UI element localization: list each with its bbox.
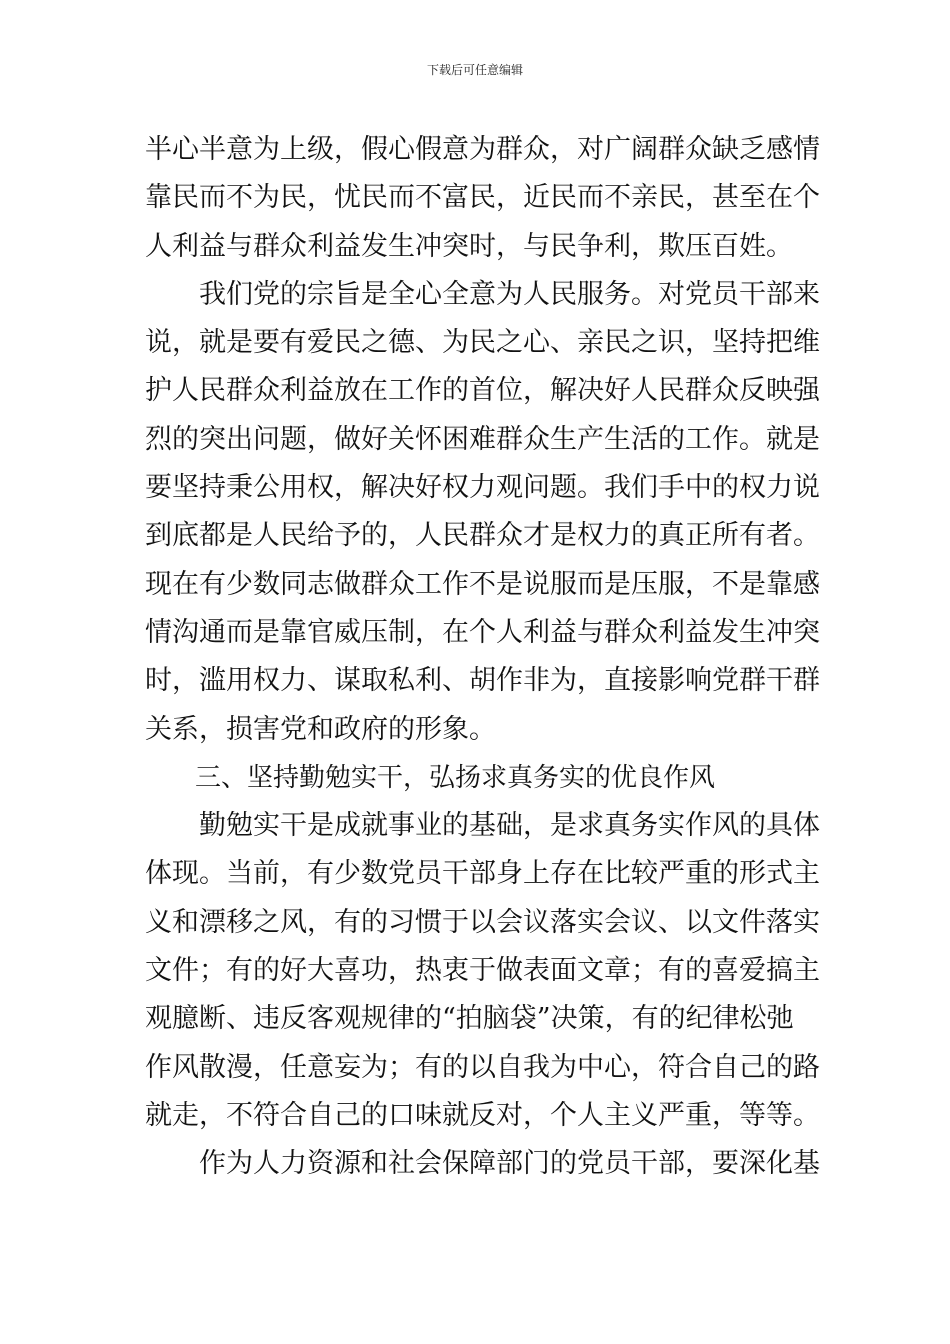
document-body bbox=[145, 126, 820, 1189]
text-line: 人利益与群众利益发生冲突时，与民争利，欺压百姓。 bbox=[145, 230, 793, 262]
text-line: 护人民群众利益放在工作的首位，解决好人民群众反映强 bbox=[145, 375, 820, 407]
text-line: 烈的突出问题，做好关怀困难群众生产生活的工作。就是 bbox=[145, 423, 820, 455]
text-line: 义和漂移之风，有的习惯于以会议落实会议、以文件落实 bbox=[145, 906, 820, 938]
text-line: 要坚持秉公用权，解决好权力观问题。我们手中的权力说 bbox=[145, 472, 820, 504]
text-line: 到底都是人民给予的，人民群众才是权力的真正所有者。 bbox=[145, 520, 820, 552]
text-line: 文件；有的好大喜功，热衷于做表面文章；有的喜爱搞主 bbox=[145, 955, 820, 987]
text-line: 靠民而不为民，忧民而不富民，近民而不亲民，甚至在个 bbox=[145, 182, 820, 214]
text-line: 观臆断、违反客观规律的“拍脑袋”决策，有的纪律松弛 bbox=[145, 1003, 794, 1035]
paragraph-first-line: 勤勉实干是成就事业的基础，是求真务实作风的具体 bbox=[199, 810, 820, 842]
text-line: 关系，损害党和政府的形象。 bbox=[145, 713, 496, 745]
text-line: 半心半意为上级，假心假意为群众，对广阔群众缺乏感情 bbox=[145, 134, 820, 165]
text-line: 作风散漫，任意妄为；有的以自我为中心，符合自己的路 bbox=[145, 1051, 820, 1083]
page-header: 下载后可任意编辑 bbox=[426, 63, 523, 77]
paragraph-first-line: 作为人力资源和社会保障部门的党员干部，要深化基 bbox=[199, 1148, 820, 1180]
paragraph-first-line: 我们党的宗旨是全心全意为人民服务。对党员干部来 bbox=[199, 278, 820, 310]
text-line: 就走，不符合自己的口味就反对，个人主义严重，等等。 bbox=[145, 1099, 820, 1131]
text-line: 情沟通而是靠官威压制，在个人利益与群众利益发生冲突 bbox=[145, 616, 820, 648]
text-line: 体现。当前，有少数党员干部身上存在比较严重的形式主 bbox=[145, 858, 820, 890]
section-heading: 三、坚持勤勉实干，弘扬求真务实的优良作风 bbox=[195, 762, 716, 793]
text-line: 时，滥用权力、谋取私利、胡作非为，直接影响党群干群 bbox=[145, 665, 820, 697]
text-line: 说，就是要有爱民之德、为民之心、亲民之识，坚持把维 bbox=[145, 327, 820, 359]
text-line: 现在有少数同志做群众工作不是说服而是压服，不是靠感 bbox=[145, 568, 820, 600]
